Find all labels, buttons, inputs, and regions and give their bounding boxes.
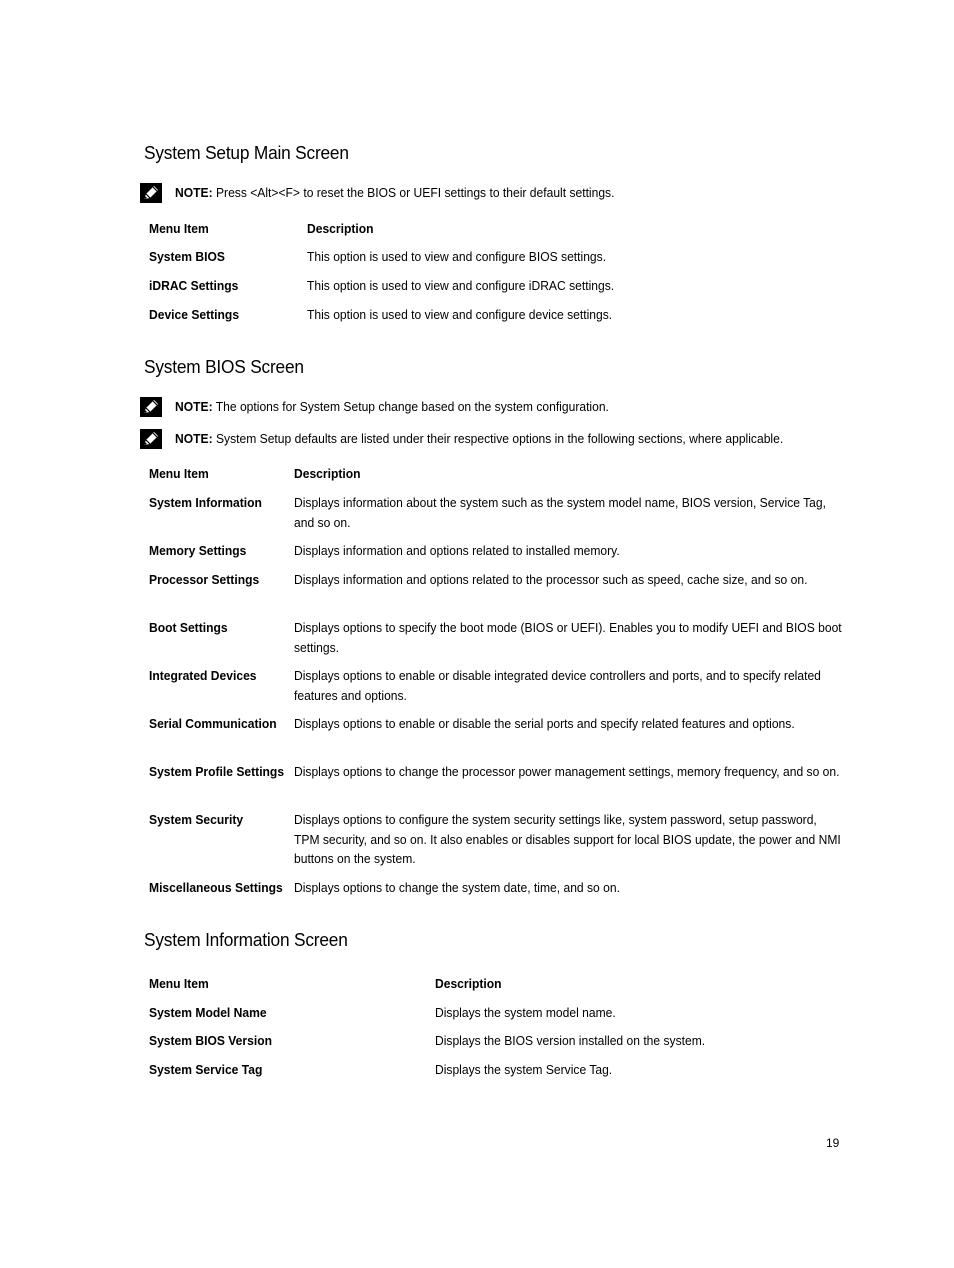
column-header-description: Description xyxy=(435,976,502,991)
column-header-menu-item: Menu Item xyxy=(149,221,209,236)
note-text xyxy=(175,430,783,448)
menu-item-name: Boot Settings xyxy=(149,620,228,635)
menu-item-description: Displays information about the system such as the system model name, BIOS version, Service Tag, and so on. xyxy=(294,495,826,530)
note-body: The options for System Setup change based on the system configuration. xyxy=(212,399,609,414)
menu-item-name: Device Settings xyxy=(149,307,240,322)
menu-item-description: Displays options to specify the boot mode (BIOS or UEFI). Enables you to modify UEFI and BIOS boot settings. xyxy=(294,620,842,655)
menu-item-name: iDRAC Settings xyxy=(149,278,239,293)
menu-item-description: Displays options to change the processor power management settings, memory frequency, and so on. xyxy=(294,764,840,779)
note-text xyxy=(175,184,614,202)
menu-item-description: Displays options to enable or disable integrated device controllers and ports, and to specify related features and options. xyxy=(294,668,821,703)
note-label: NOTE: xyxy=(175,399,213,414)
menu-item-description: This option is used to view and configure iDRAC settings. xyxy=(307,278,615,293)
note-label: NOTE: xyxy=(175,185,213,200)
menu-item-description: Displays options to configure the system security settings like, system password, setup password, TPM security, and so on. It also enables or disables support for local BIOS update, the power and NMI buttons on the system. xyxy=(294,812,841,866)
menu-item-description: Displays the BIOS version installed on the system. xyxy=(435,1033,706,1048)
menu-item-description: Displays options to change the system date, time, and so on. xyxy=(294,880,620,895)
column-header-menu-item: Menu Item xyxy=(149,976,209,991)
menu-item-description: Displays options to enable or disable the serial ports and specify related features and options. xyxy=(294,716,795,731)
menu-item-name: System Service Tag xyxy=(149,1062,263,1077)
menu-item-name: System Security xyxy=(149,812,244,827)
menu-item-description: This option is used to view and configure BIOS settings. xyxy=(307,249,607,264)
menu-item-name: System Profile Settings xyxy=(149,764,285,779)
pencil-note-icon xyxy=(140,429,162,449)
menu-item-name: Processor Settings xyxy=(149,572,260,587)
column-header-description: Description xyxy=(307,221,374,236)
menu-item-description: Displays the system model name. xyxy=(435,1005,616,1020)
pencil-note-icon xyxy=(140,183,162,203)
menu-item-name: System Information xyxy=(149,495,262,510)
pencil-note-icon xyxy=(140,397,162,417)
menu-item-description: This option is used to view and configure device settings. xyxy=(307,307,613,322)
page-number: 19 xyxy=(826,1136,840,1150)
note-text xyxy=(175,398,609,416)
note xyxy=(140,397,840,419)
note xyxy=(140,183,840,205)
menu-item-name: System BIOS xyxy=(149,249,225,264)
column-header-description: Description xyxy=(294,466,361,481)
menu-item-name: System BIOS Version xyxy=(149,1033,272,1048)
menu-item-name: System Model Name xyxy=(149,1005,267,1020)
menu-item-name: Integrated Devices xyxy=(149,668,257,683)
note-body: System Setup defaults are listed under their respective options in the following sections, where applicable. xyxy=(212,431,784,446)
menu-item-description: Displays information and options related to installed memory. xyxy=(294,543,620,558)
section-title-system-setup-main-screen: System Setup Main Screen xyxy=(144,143,349,163)
menu-item-description: Displays information and options related to the processor such as speed, cache size, and so on. xyxy=(294,572,808,587)
menu-item-description: Displays the system Service Tag. xyxy=(435,1062,613,1077)
note-body: Press <Alt><F> to reset the BIOS or UEFI settings to their default settings. xyxy=(212,185,615,200)
note-label: NOTE: xyxy=(175,431,213,446)
column-header-menu-item: Menu Item xyxy=(149,466,209,481)
menu-item-name: Serial Communication xyxy=(149,716,277,731)
section-title-system-information-screen: System Information Screen xyxy=(144,930,348,950)
note xyxy=(140,429,840,451)
section-title-system-bios-screen: System BIOS Screen xyxy=(144,357,304,377)
menu-item-name: Miscellaneous Settings xyxy=(149,880,283,895)
menu-item-name: Memory Settings xyxy=(149,543,247,558)
